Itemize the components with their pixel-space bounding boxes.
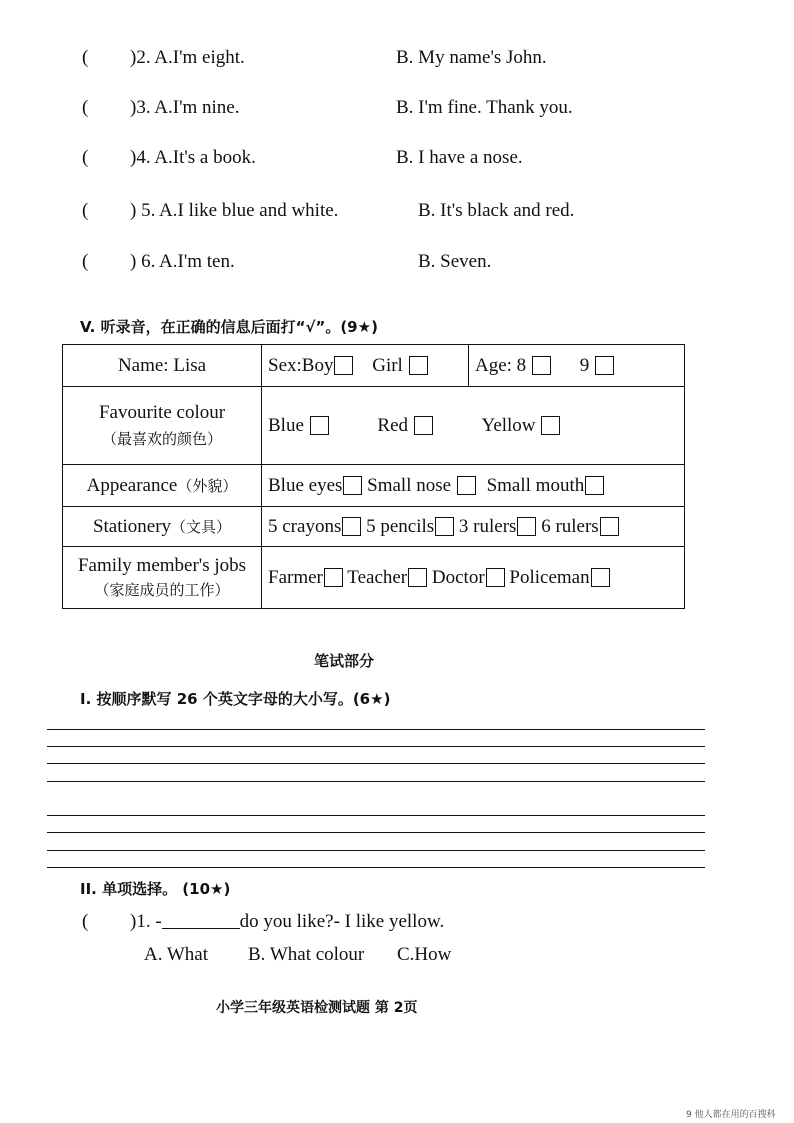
answer-paren[interactable]: ( [82, 47, 89, 68]
page-footer: 小学三年级英语检测试题 第 2页 [216, 1000, 418, 1016]
checkbox[interactable] [591, 568, 610, 587]
row-label: Appearance（外貌） [63, 465, 262, 507]
mc-option-a: A. What [144, 944, 209, 965]
question-6: ) 6. A.I'm ten. [130, 251, 235, 272]
checkbox[interactable] [342, 517, 361, 536]
row-label: Stationery（文具） [63, 507, 262, 547]
table-row [63, 547, 685, 609]
checkbox[interactable] [595, 356, 614, 375]
table-row [63, 507, 685, 547]
jobs-options: Farmer Teacher Doctor Policeman [262, 547, 685, 609]
checkbox[interactable] [585, 476, 604, 495]
star-icon: ★ [210, 880, 224, 898]
question-4: )4. A.It's a book. [130, 147, 256, 168]
star-icon: ★ [370, 690, 384, 708]
checkbox[interactable] [334, 356, 353, 375]
answer-paren[interactable]: ( [82, 911, 89, 932]
checkbox[interactable] [517, 517, 536, 536]
table-row [63, 345, 685, 387]
row-label: Family member's jobs （家庭成员的工作） [63, 547, 262, 609]
age-cell: Age: 8 9 [469, 345, 685, 387]
checkbox[interactable] [541, 416, 560, 435]
checkbox[interactable] [457, 476, 476, 495]
listening-info-table [62, 344, 685, 609]
stationery-options: 5 crayons 5 pencils 3 rulers 6 rulers [262, 507, 685, 547]
answer-paren[interactable]: ( [82, 251, 89, 272]
mc-question-1: )1. - do you like?- I like yellow. [130, 911, 445, 932]
answer-paren[interactable]: ( [82, 147, 89, 168]
section-ii-title: II. 单项选择。 (10★) [80, 880, 231, 898]
question-2-option-b: B. My name's John. [396, 47, 547, 68]
corner-watermark: 9 他人都在用的百搜科 [686, 1110, 776, 1120]
star-icon: ★ [357, 318, 372, 336]
question-5: ) 5. A.I like blue and white. [130, 200, 339, 221]
checkbox[interactable] [408, 568, 427, 587]
appearance-options: Blue eyes Small nose Small mouth [262, 465, 685, 507]
checkbox[interactable] [310, 416, 329, 435]
table-row [63, 387, 685, 465]
checkbox[interactable] [324, 568, 343, 587]
table-row [63, 465, 685, 507]
checkbox[interactable] [486, 568, 505, 587]
mc-option-c: C.How [397, 944, 452, 965]
question-3-option-b: B. I'm fine. Thank you. [396, 97, 573, 118]
name-cell: Name: Lisa [63, 345, 262, 387]
checkbox[interactable] [343, 476, 362, 495]
question-5-option-b: B. It's black and red. [418, 200, 575, 221]
checkbox[interactable] [532, 356, 551, 375]
checkbox[interactable] [435, 517, 454, 536]
written-part-title: 笔试部分 [314, 652, 375, 670]
answer-blank[interactable] [162, 912, 240, 929]
question-4-option-b: B. I have a nose. [396, 147, 523, 168]
checkbox[interactable] [600, 517, 619, 536]
checkbox[interactable] [409, 356, 428, 375]
row-label: Favourite colour （最喜欢的颜色） [63, 387, 262, 465]
question-6-option-b: B. Seven. [418, 251, 492, 272]
mc-option-b: B. What colour [248, 944, 365, 965]
colour-options: Blue Red Yellow [262, 387, 685, 465]
sex-cell: Sex:Boy Girl [262, 345, 469, 387]
question-3: )3. A.I'm nine. [130, 97, 240, 118]
checkbox[interactable] [414, 416, 433, 435]
section-i-title: I. 按顺序默写 26 个英文字母的大小写。(6★) [80, 690, 391, 708]
answer-paren[interactable]: ( [82, 200, 89, 221]
section-v-title: V. 听录音，在正确的信息后面打“√”。(9★) [80, 318, 378, 336]
question-2: )2. A.I'm eight. [130, 47, 245, 68]
answer-paren[interactable]: ( [82, 97, 89, 118]
